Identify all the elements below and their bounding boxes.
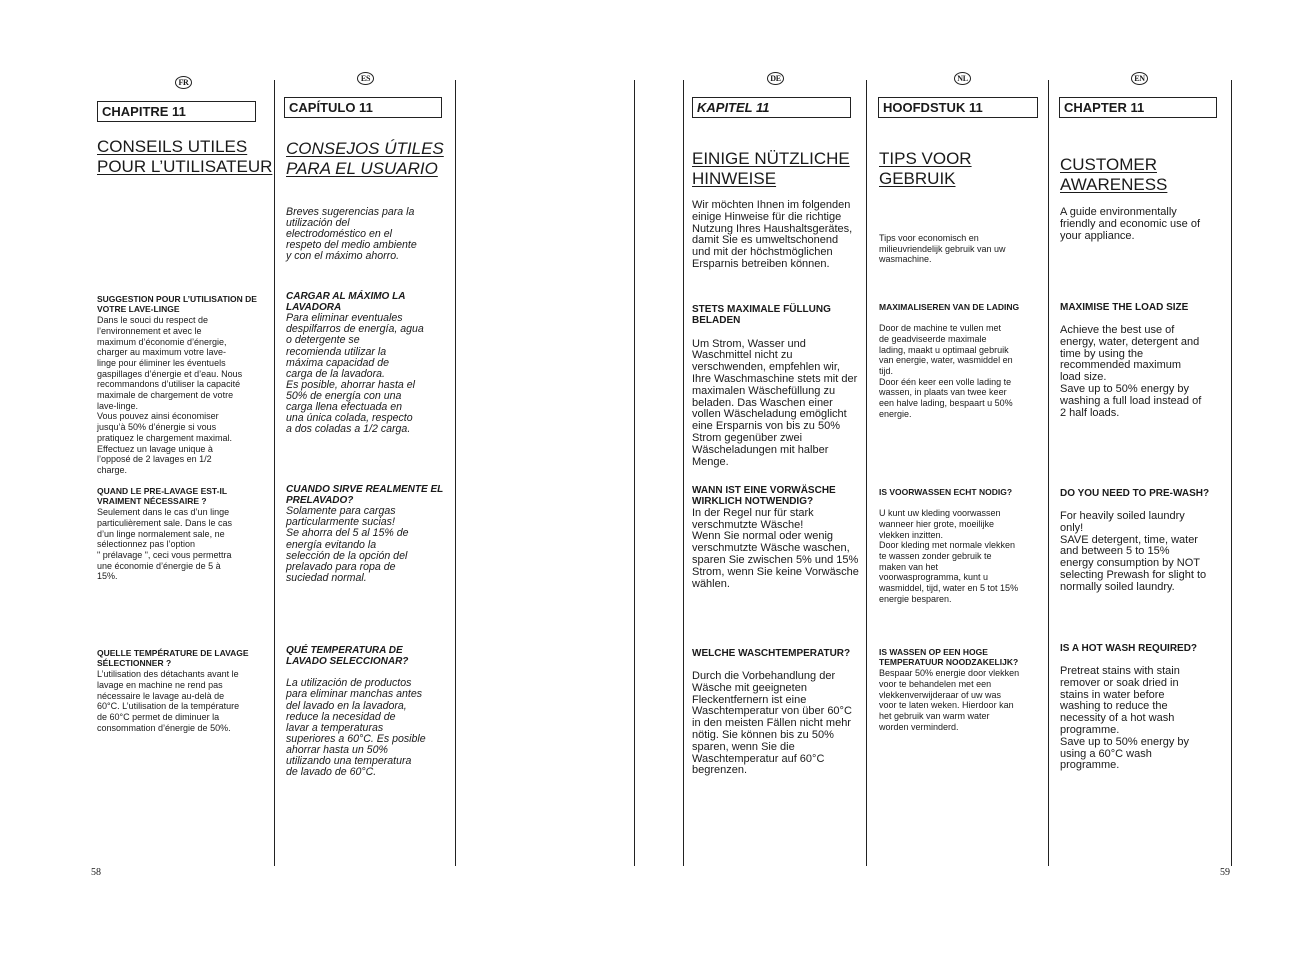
- chapter-label-es: CAPÍTULO 11: [284, 97, 442, 118]
- tip-block-de-3: [692, 636, 864, 789]
- language-badge-fr: FR: [175, 76, 192, 89]
- intro-text-en: A guide environmentally friendly and economic use of your appliance.: [1060, 206, 1201, 242]
- tip-heading: QUÉ TEMPERATURA DE LAVADO SELECCIONAR?: [286, 645, 409, 668]
- tip-body: Para eliminar eventuales despilfarros de energía, agua o detergente se recomienda utilizar la máxima capacidad de carga de la lavadora. Es posible, ahorrar hasta el 50% de energía con una carga llena efectuada en una única colada, respecto a dos coladas a 1/2 carga.: [286, 312, 424, 436]
- tip-body: La utilización de productos para eliminar manchas antes del lavado en la lavadora, reduce la necesidad de lavar a temperaturas superiores a 60°C. Es posible ahorrar hasta un 50% utilizando una temperatura de lavado de 60°C.: [286, 677, 426, 779]
- tip-body: Bespaar 50% energie door vlekken voor te behandelen met een vlekkenverwijderaar of uw was voor te laten weken. Hierdoor kan het gebruik van warm water worden verminderd.: [879, 668, 1020, 732]
- tip-heading: SUGGESTION POUR L’UTILISATION DE VOTRE LAVE-LINGE: [97, 293, 257, 315]
- tip-heading: IS VOORWASSEN ECHT NODIG?: [879, 486, 1013, 497]
- tip-body: Durch die Vorbehandlung der Wäsche mit geeigneten Fleckentfernern ist eine Waschtemperatur von über 60°C in den meisten Fällen nicht mehr nötig. Sie können bis zu 50% sparen, wenn Sie die Waschtemperatur auf 60°C begrenzen.: [692, 670, 852, 777]
- tip-body: Um Strom, Wasser und Waschmittel nicht zu verschwenden, empfehlen wir, Ihre Waschmaschine stets mit der maximalen Wäschefüllung zu beladen. Das Waschen einer vollen Wäscheladung emöglicht eine Ersparnis von bis zu 50% Strom gegenüber zwei Wäscheladungen mit halber Menge.: [692, 337, 858, 468]
- column-divider: [455, 80, 456, 866]
- tip-heading: IS A HOT WASH REQUIRED?: [1060, 642, 1198, 654]
- section-title-nl: TIPS VOOR GEBRUIK: [879, 149, 972, 188]
- tip-heading: QUAND LE PRE-LAVAGE EST-IL VRAIMENT NÉCESSAIRE ?: [97, 485, 228, 507]
- tip-block-en-2: [1060, 476, 1228, 605]
- tip-block-fr-3: [97, 637, 272, 744]
- column-divider: [1231, 80, 1232, 866]
- tip-body: Seulement dans le cas d’un linge particulièrement sale. Dans le cas d’un linge normalement sale, ne sélectionnez pas l’option " prélavage ", ceci vous permettra une économie d’énergie de 5 à 15%.: [97, 507, 233, 582]
- tip-body: L’utilisation des détachants avant le lavage en machine ne rend pas nécessaire le lavage au-delà de 60°C. L’utilisation de la température de 60°C permet de diminuer la consommation d’énergie de 50%.: [97, 669, 240, 733]
- chapter-label-fr: CHAPITRE 11: [97, 101, 256, 122]
- section-title-fr: CONSEILS UTILES POUR L’UTILISATEUR: [97, 137, 273, 176]
- tip-body: In der Regel nur für stark verschmutzte Wäsche! Wenn Sie normal oder wenig verschmutzte Wäsche waschen, sparen Sie zwischen 5% und 15% Strom, wenn Sie keine Vorwäsche wählen.: [692, 506, 859, 590]
- tip-block-fr-2: [97, 475, 272, 593]
- tip-block-en-3: [1060, 631, 1228, 784]
- tip-block-de-1: [692, 292, 864, 480]
- tip-body: Solamente para cargas particularmente sucias! Se ahorra del 5 al 15% de energía evitando la selección de la opción del prelavado para ropa de suciedad normal.: [286, 505, 409, 584]
- tip-body: Achieve the best use of energy, water, detergent and time by using the recommended maximum load size. Save up to 50% energy by washing a full load instead of 2 half loads.: [1060, 324, 1202, 419]
- tip-body: Door de machine te vullen met de geadviseerde maximale lading, maakt u optimaal gebruik van energie, water, wasmiddel en tijd. Door één keer een volle lading te wassen, in plaats van twee keer een halve lading, bespaart u 50% energie.: [879, 323, 1013, 419]
- column-divider: [683, 80, 684, 866]
- section-title-en: CUSTOMER AWARENESS: [1060, 155, 1168, 194]
- tip-heading: DO YOU NEED TO PRE-WASH?: [1060, 487, 1210, 499]
- chapter-label-nl: HOOFDSTUK 11: [878, 97, 1038, 118]
- section-title-es: CONSEJOS ÚTILES PARA EL USUARIO: [286, 139, 444, 178]
- language-badge-de: DE: [767, 72, 784, 85]
- chapter-label-de: KAPITEL 11: [692, 97, 851, 118]
- tip-heading: WANN IST EINE VORWÄSCHE WIRKLICH NOTWENDIG?: [692, 484, 836, 508]
- tip-block-nl-2: [879, 476, 1044, 615]
- tip-heading: STETS MAXIMALE FÜLLUNG BELADEN: [692, 303, 831, 327]
- tip-body: Dans le souci du respect de l’environnement et avec le maximum d’économie d’énergie, charger au maximum votre lave- linge pour éliminer les éventuels gaspillages d’énergie et d’eau. Nous recommandons d’utiliser la capacité maximale de chargement de votre lave-linge. Vous pouvez ainsi économiser jusqu’à 50% d’énergie si vous pratiquez le chargement maximal. Effectuez un lavage unique à l’opposé de 2 lavages en 1/2 charge.: [97, 315, 243, 475]
- chapter-label-en: CHAPTER 11: [1059, 97, 1217, 118]
- tip-block-nl-1: [879, 291, 1044, 430]
- tip-heading: QUELLE TEMPÉRATURE DE LAVAGE SÉLECTIONNER ?: [97, 647, 249, 669]
- language-badge-es: ES: [357, 72, 374, 85]
- tip-heading: MAXIMALISEREN VAN DE LADING: [879, 301, 1020, 312]
- tip-heading: CARGAR AL MÁXIMO LA LAVADORA: [286, 291, 406, 314]
- tip-heading: MAXIMISE THE LOAD SIZE: [1060, 301, 1189, 313]
- tip-heading: WELCHE WASCHTEMPERATUR?: [692, 647, 851, 659]
- language-badge-nl: NL: [954, 72, 971, 85]
- page-number-left: 58: [91, 867, 101, 878]
- column-divider: [274, 80, 275, 866]
- language-badge-en: EN: [1131, 72, 1148, 85]
- intro-text-de: Wir möchten Ihnen im folgenden einige Hinweise für die richtige Nutzung Ihres Haushaltsgerätes, damit Sie es umweltschonend und mit der höchstmöglichen Ersparnis betreiben können.: [692, 199, 853, 270]
- intro-text-es: Breves sugerencias para la utilización del electrodoméstico en el respeto del medio ambiente y con el máximo ahorro.: [286, 206, 417, 263]
- tip-block-nl-3: [879, 636, 1044, 743]
- column-divider: [866, 80, 867, 866]
- tip-heading: IS WASSEN OP EEN HOGE TEMPERATUUR NOODZAKELIJK?: [879, 646, 1019, 668]
- column-divider: [634, 80, 635, 866]
- intro-text-nl: Tips voor economisch en milieuvriendelijk gebruik van uw wasmachine.: [879, 233, 1006, 265]
- tip-block-de-2: [692, 473, 864, 602]
- tip-block-en-1: [1060, 290, 1228, 431]
- tip-body: U kunt uw kleding voorwassen wanneer hier grote, moeilijke vlekken inzitten. Door kleding met normale vlekken te wassen zonder gebruik te maken van het voorwasprogramma, kunt u wasmiddel, tijd, water en 5 tot 15% energie besparen.: [879, 508, 1019, 604]
- page-number-right: 59: [1220, 867, 1230, 878]
- tip-block-es-3: [286, 634, 452, 789]
- tip-heading: CUANDO SIRVE REALMENTE EL PRELAVADO?: [286, 484, 444, 507]
- tip-block-es-1: [286, 280, 452, 446]
- tip-body: Pretreat stains with stain remover or soak dried in stains in water before washing to reduce the necessity of a hot wash programme. Save up to 50% energy by using a 60°C wash programme.: [1060, 665, 1190, 772]
- tip-block-es-2: [286, 473, 452, 595]
- section-title-de: EINIGE NÜTZLICHE HINWEISE: [692, 149, 850, 188]
- tip-body: For heavily soiled laundry only! SAVE detergent, time, water and between 5 to 15% energy consumption by NOT selecting Prewash for slight to normally soiled laundry.: [1060, 510, 1207, 593]
- tip-block-fr-1: [97, 283, 272, 486]
- column-divider: [1048, 80, 1049, 866]
